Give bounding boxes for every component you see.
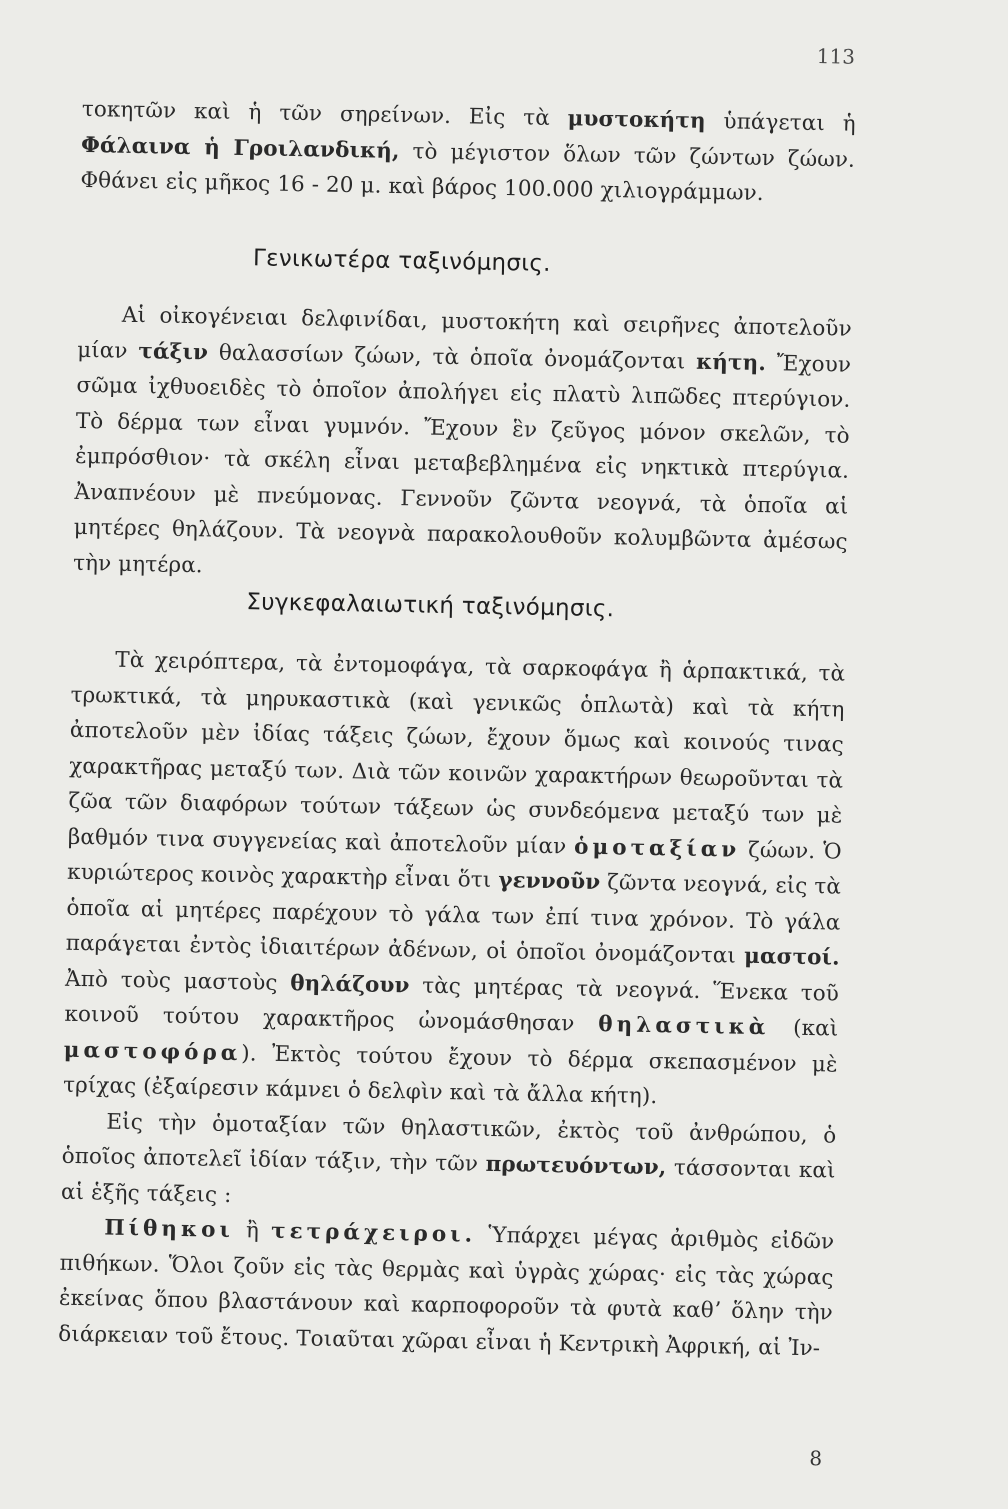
text-run: Ὑπάρχει μέγας ἀριθμὸς εἰδῶν πιθήκων. Ὅλοι ζοῦν εἰς τὰς θερμὰς καὶ ὑγρὰς χώρας· εἰς τὰς χώρας ἐκείνας ὅπου βλαστάνουν καὶ καρποφοροῦν τὰ φυτὰ καθʼ ὅλην τὴν διάρκειαν τοῦ ἔτους. Τοιαῦται χῶραι εἶναι ἡ Κεντρικὴ Ἀφρική, αἱ Ἰν-	[58, 1222, 835, 1361]
bold-term-suckle: θηλάζουν	[289, 970, 410, 998]
bold-term-mammals: θηλαστικὰ	[598, 1012, 770, 1041]
bold-term-mastophora: μαστοφόρα	[63, 1037, 242, 1066]
bold-term-give-birth: γεννοῦν	[498, 868, 601, 896]
cetaceans-paragraph-block	[73, 297, 852, 596]
text-run: ζώων. Ὁ κυριώτερος κοινὸς χαρακτὴρ εἶναι ὅτι	[66, 837, 842, 894]
text-run: ὑπάγεται ἡ	[705, 108, 856, 137]
bold-term-greenland-whale: Φάλαινα ἡ Γροιλανδική,	[80, 132, 400, 164]
text-run: ζῶντα νεογνά, εἰς τὰ ὁποῖα αἱ μητέρες παρέχουν τὸ γάλα των ἐπί τινα χρόνον. Τὸ γάλα παράγεται ἐντὸς ἰδιαιτέρων ἀδένων, οἱ ὁποῖοι ὀνομάζονται	[65, 870, 842, 969]
text-run: τοκητῶν καὶ ἡ τῶν σηρείνων. Εἰς τὰ	[81, 96, 568, 132]
paragraph-apes	[58, 1210, 835, 1367]
text-run: τὸ μέγιστον ὅλων τῶν ζώντων ζώων. Φθάνει εἰς μῆκος 16 - 20 μ. καὶ βάρος 100.000 χιλιογράμμων.	[80, 138, 856, 207]
bold-term-four-handed: τετράχειροι.	[270, 1218, 477, 1248]
bold-term-cetaceans: κήτη.	[695, 349, 767, 376]
text-run: τάσσονται καὶ αἱ ἑξῆς τάξεις :	[60, 1155, 836, 1208]
text-run: Αἱ οἰκογένειαι δελφινίδαι, μυστοκήτη καὶ σειρῆνες ἀποτελοῦν μίαν	[76, 302, 852, 364]
bold-term-order: τάξιν	[138, 338, 209, 365]
text-run: Τὰ χειρόπτερα, τὰ ἐντομοφάγα, τὰ σαρκοφάγα ἢ ἁρπακτικά, τὰ τρωκτικά, τὰ μηρυκαστικὰ (καὶ γενικῶς ὁπλωτὰ) καὶ τὰ κήτη ἀποτελοῦν μὲν ἰδίας τάξεις ζώων, ἔχουν ὅμως καὶ κοινούς τινας χαρακτῆρας μεταξύ των. Διὰ τῶν κοινῶν χαρακτήρων θεωροῦνται τὰ ζῶα τῶν διαφόρων τούτων τάξεων ὡς συνδεόμενα μεταξύ των μὲ βαθμόν τινα συγγενείας καὶ ἀποτελοῦν μίαν	[67, 647, 846, 860]
bold-term-mystoketi: μυστοκήτη	[567, 106, 706, 134]
paragraph-cetaceans	[73, 297, 852, 596]
bold-term-primates: πρωτευόντων,	[485, 1151, 667, 1181]
text-run: Ἀπὸ τοὺς μαστοὺς	[64, 966, 291, 996]
text-run: Εἰς τὴν ὁμοταξίαν τῶν θηλαστικῶν, ἐκτὸς τοῦ ἀνθρώπου, ὁ ὁποῖος ἀποτελεῖ ἰδίαν τάξιν, τὴν τῶν	[61, 1109, 837, 1177]
section-heading-general-classification: Γενικωτέρα ταξινόμησις.	[252, 245, 552, 277]
text-run: Ἔχουν σῶμα ἰχθυοειδὲς τὸ ὁποῖον ἀπολήγει εἰς πλατὺ λιπῶδες πτερύγιον. Τὸ δέρμα των εἶναι γυμνόν. Ἔχουν ἓν ζεῦγος μόνον σκελῶν, τὸ ἐμπρόσθιον· τὰ σκέλη εἶναι μεταβεβλημένα εἰς νηκτικὰ πτερύγια. Ἀναπνέουν μὲ πνεύμονας. Γεννοῦν ζῶντα νεογνά, τὰ ὁποῖα αἱ μητέρες θηλάζουν. Τὰ νεογνὰ παρακολουθοῦν κολυμβῶντα ἀμέσως τὴν μητέρα.	[72, 350, 852, 578]
text-run: τὰς μητέρας τὰ νεογνά. Ἕνεκα τοῦ κοινοῦ τούτου χαρακτῆρος ὠνομάσθησαν	[64, 972, 840, 1037]
printer-signature-mark: 8	[809, 1446, 823, 1471]
paragraph-orders-list-intro	[61, 1103, 837, 1224]
bold-term-apes: Πίθηκοι	[104, 1215, 235, 1244]
bold-term-breasts: μαστοί.	[743, 943, 840, 971]
text-run: (καὶ	[769, 1015, 839, 1042]
paragraph-mysticetes	[80, 92, 856, 213]
text-run: ἢ	[233, 1218, 272, 1244]
paragraph-mammals-class	[63, 642, 846, 1118]
text-run: ). Ἐκτὸς τούτου ἔχουν τὸ δέρμα σκεπασμένον μὲ τρίχας (ἐξαίρεσιν κάμνει ὁ δελφὶν καὶ τὰ ἄλλα κήτη).	[62, 1040, 838, 1110]
section-heading-summary-classification: Συγκεφαλαιωτική ταξινόμησις.	[246, 589, 615, 623]
intro-paragraph-block	[80, 92, 856, 213]
mammals-text-block	[58, 642, 845, 1367]
bold-term-class: ὁμοταξίαν	[573, 834, 741, 863]
text-run: θαλασσίων ζώων, τὰ ὁποῖα ὀνομάζονται	[207, 339, 697, 375]
page-number: 113	[816, 44, 856, 69]
